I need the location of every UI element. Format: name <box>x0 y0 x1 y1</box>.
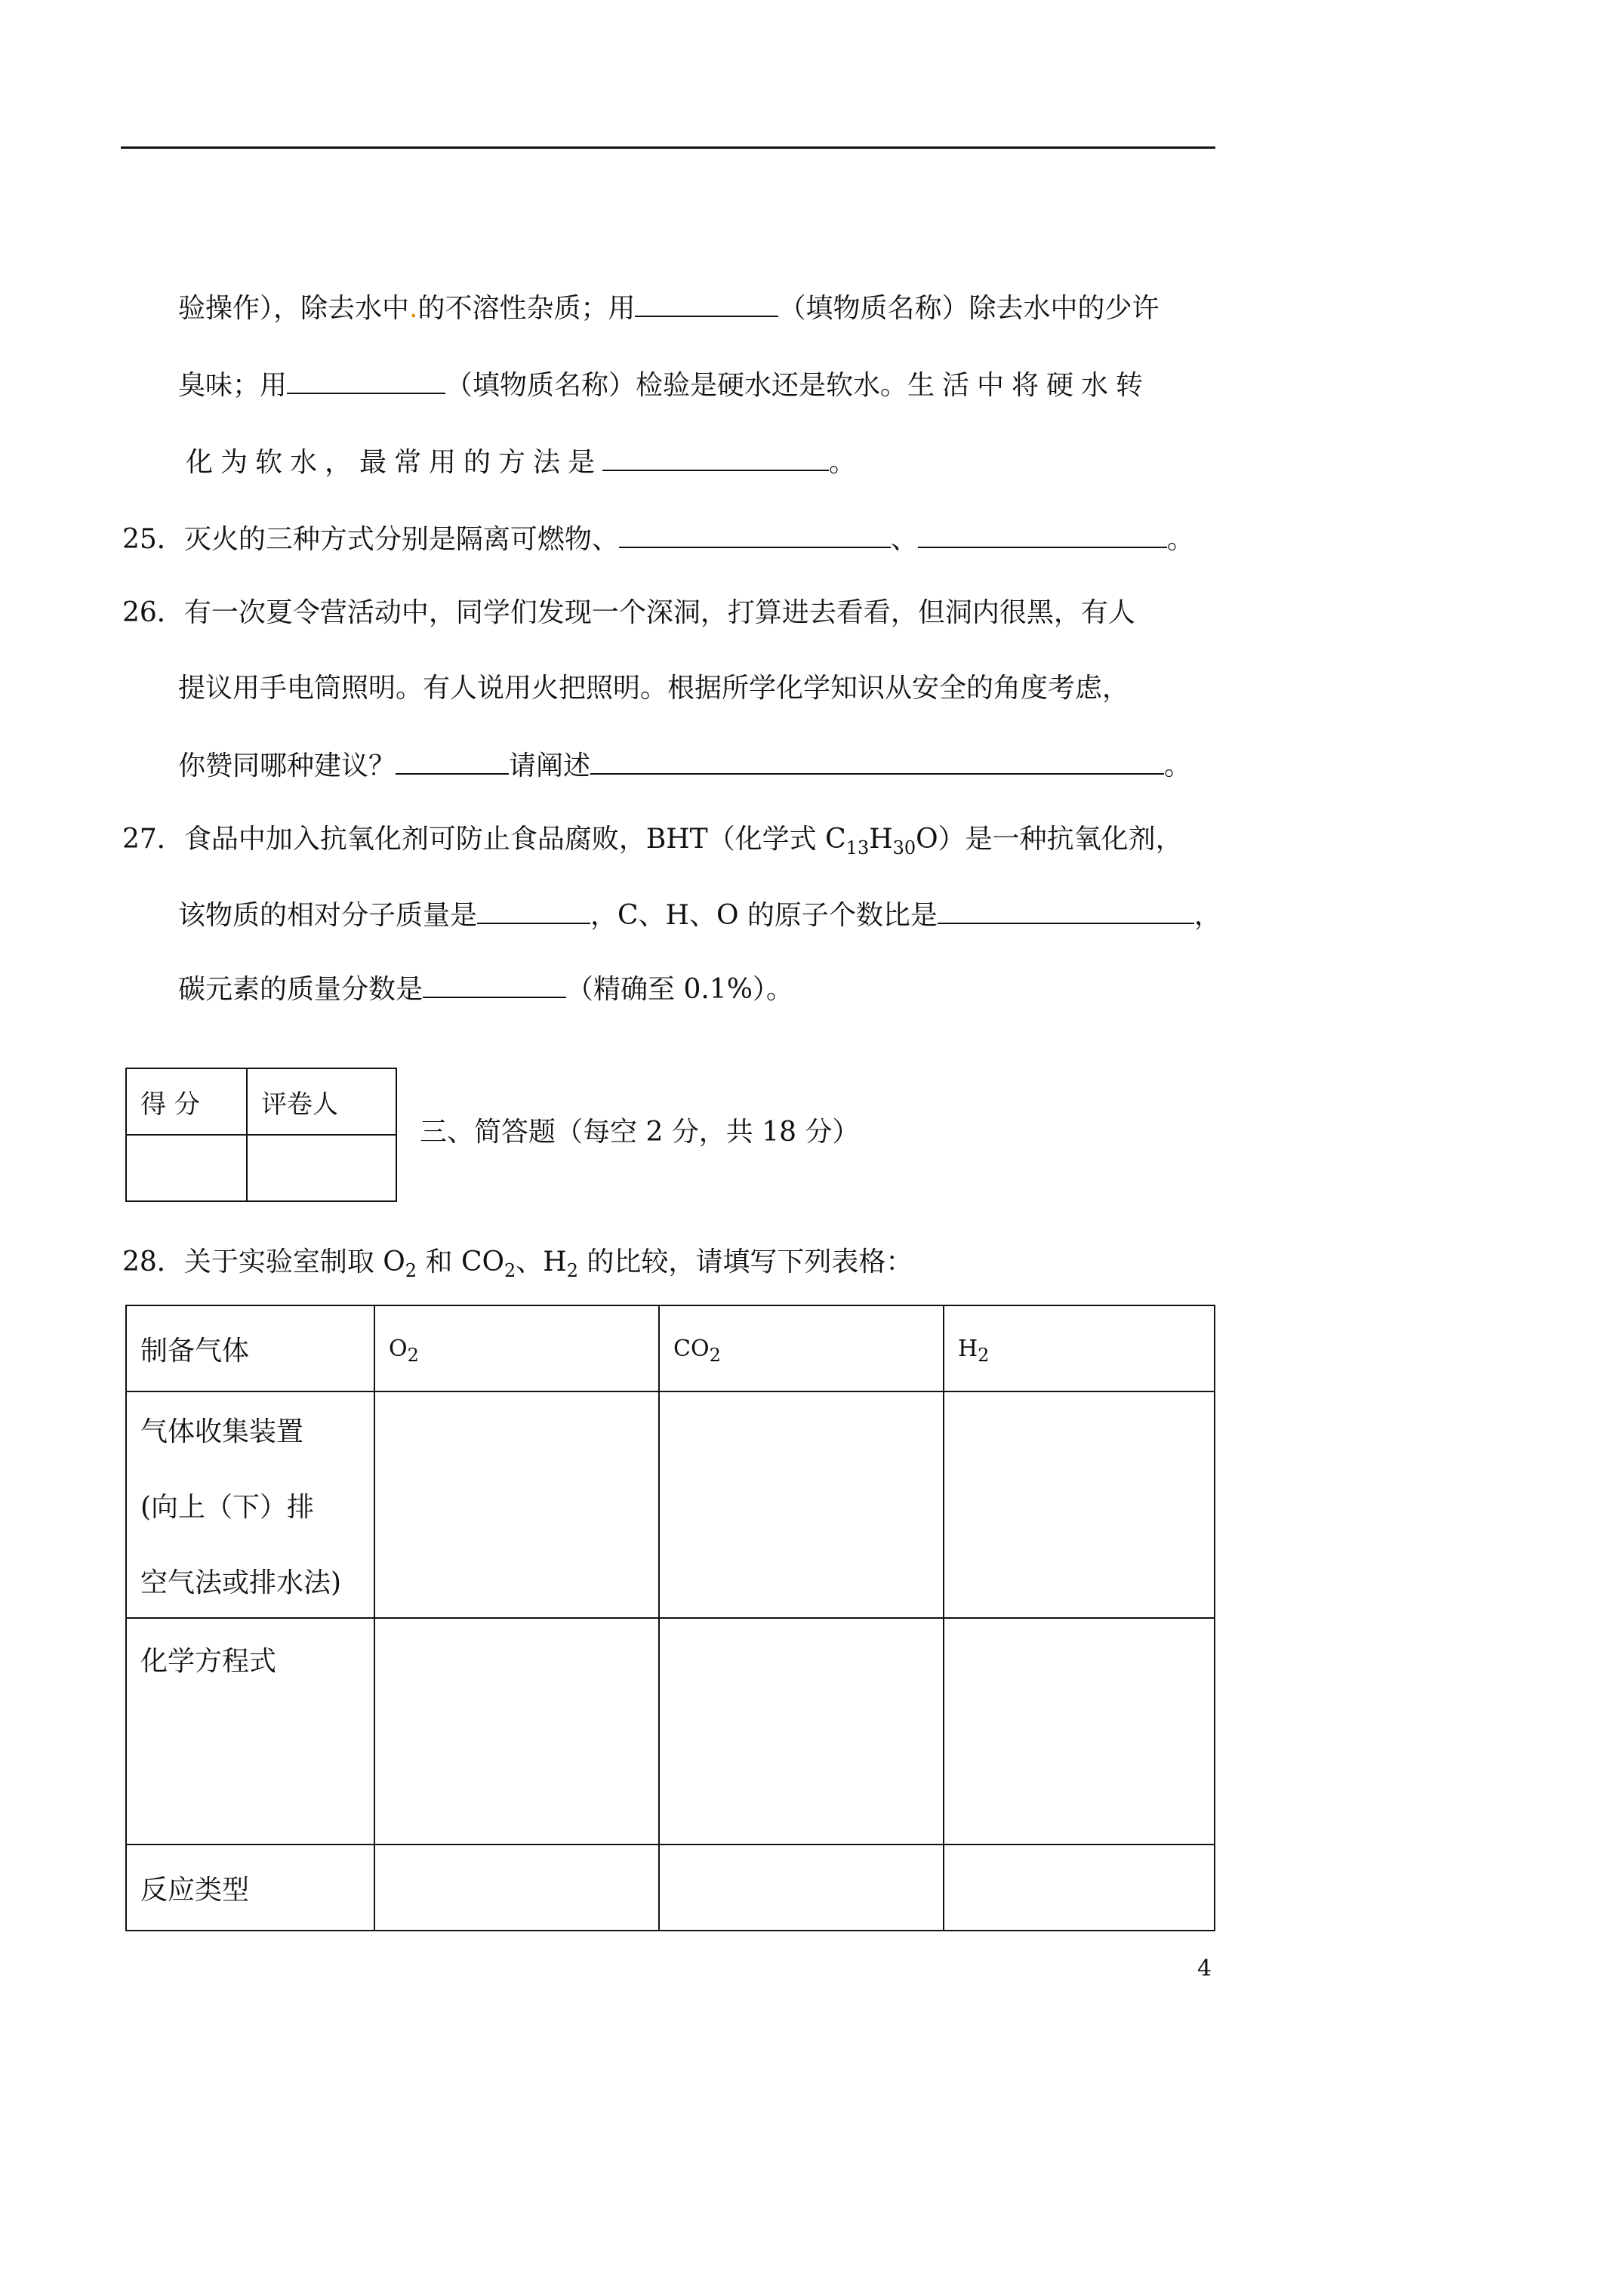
subscript: 30 <box>892 837 916 859</box>
header-h2-cell <box>944 1305 1215 1391</box>
table-row <box>126 1391 1215 1618</box>
q24-line-3 <box>186 444 856 479</box>
answer-blank[interactable] <box>938 897 1194 924</box>
table-row <box>126 1845 1215 1931</box>
q26-text: 你赞同哪种建议？ <box>178 750 396 781</box>
header-rule <box>121 146 1215 149</box>
answer-cell[interactable] <box>659 1845 944 1931</box>
question-26-line-3 <box>178 747 1191 783</box>
equation-label-cell <box>126 1618 374 1845</box>
q26-text: 有一次夏令营活动中，同学们发现一个深洞，打算进去看看，但洞内很黑，有人 <box>183 597 1135 628</box>
q28-text: 的比较，请填写下列表格： <box>577 1247 913 1277</box>
reaction-type-label-cell <box>126 1845 374 1931</box>
score-label: 得 分 <box>126 1068 247 1135</box>
subscript: 2 <box>566 1260 578 1282</box>
row-label: (向上（下）排 <box>140 1492 315 1523</box>
header-label: 制备气体 <box>140 1335 250 1367</box>
answer-cell[interactable] <box>659 1618 944 1845</box>
q27-text: 该物质的相对分子质量是 <box>178 900 478 931</box>
answer-cell[interactable] <box>944 1618 1215 1845</box>
q27-text: ， <box>1193 900 1221 931</box>
stray-dot: . <box>409 293 418 324</box>
subscript: 2 <box>978 1344 990 1366</box>
answer-cell[interactable] <box>944 1845 1215 1931</box>
section-title: 三、简答题（每空 2 分，共 18 分） <box>420 1117 860 1148</box>
page-number: 4 <box>1197 1955 1212 1982</box>
answer-cell[interactable] <box>374 1391 659 1618</box>
answer-cell[interactable] <box>374 1845 659 1931</box>
subscript: 2 <box>405 1260 417 1282</box>
subscript: 2 <box>709 1344 721 1366</box>
header-o2-cell <box>374 1305 659 1391</box>
q26-text: 请阐述 <box>509 750 591 781</box>
q24-text: （填物质名称）除去水中的少许 <box>778 293 1160 324</box>
row-label: 化学方程式 <box>140 1646 277 1677</box>
gas-comparison-table <box>125 1305 1215 1931</box>
q25-text: 。 <box>1166 524 1194 555</box>
question-25 <box>122 521 1194 556</box>
q27-text: H <box>869 824 893 855</box>
answer-blank[interactable] <box>619 521 891 548</box>
question-number: 27． <box>122 824 184 855</box>
q24-text: （填物质名称）检验是硬水还是软水。 <box>445 370 908 401</box>
answer-blank[interactable] <box>423 971 566 998</box>
q27-text: O）是一种抗氧化剂， <box>916 824 1183 855</box>
question-27-line-3 <box>178 971 793 1006</box>
question-number: 26． <box>122 597 184 628</box>
question-27-line-1 <box>122 823 1183 859</box>
q28-text: 和 CO <box>417 1247 505 1277</box>
q24-text: 的不溶性杂质；用 <box>417 293 636 324</box>
q27-text: 碳元素的质量分数是 <box>178 974 423 1005</box>
answer-blank[interactable] <box>396 747 509 775</box>
subscript: 2 <box>407 1344 419 1366</box>
q24-line-1 <box>178 290 1160 325</box>
subscript: 2 <box>504 1260 516 1282</box>
score-cell[interactable] <box>126 1135 247 1201</box>
score-box <box>125 1068 397 1202</box>
o2-label: O <box>389 1335 408 1362</box>
question-number: 25． <box>122 524 184 555</box>
q27-text: （精确至 0.1%）。 <box>566 974 793 1005</box>
q28-text: 、H <box>516 1247 567 1277</box>
table-row <box>126 1618 1215 1845</box>
answer-cell[interactable] <box>374 1618 659 1845</box>
row-label: 气体收集装置 <box>140 1416 304 1447</box>
table-header-row <box>126 1305 1215 1391</box>
row-label: 反应类型 <box>140 1874 250 1906</box>
answer-blank[interactable] <box>918 521 1167 548</box>
q26-text: 。 <box>1164 750 1192 781</box>
header-co2-cell <box>659 1305 944 1391</box>
answer-blank[interactable] <box>477 897 590 924</box>
q24-line-2 <box>178 367 1150 402</box>
answer-blank[interactable] <box>287 367 445 394</box>
question-27-line-2 <box>178 897 1221 932</box>
subscript: 13 <box>845 837 870 859</box>
row-label: 空气法或排水法) <box>140 1567 342 1598</box>
question-number: 28． <box>122 1247 184 1277</box>
answer-blank[interactable] <box>635 290 778 317</box>
q27-text: ，C、H、O 的原子个数比是 <box>590 900 938 931</box>
q24-text: 臭味；用 <box>178 370 288 401</box>
question-26-line-1 <box>122 596 1135 630</box>
co2-label: CO <box>673 1335 710 1362</box>
q25-text: 、 <box>890 524 918 555</box>
q24-text: 化为软水，最常用的方法是 <box>186 447 603 478</box>
collection-method-label-cell <box>126 1391 374 1618</box>
q24-text: 生活中将硬水转 <box>907 370 1151 401</box>
q24-text: 验操作），除去水中 <box>178 293 410 324</box>
q24-text: 。 <box>829 447 857 478</box>
grader-label: 评卷人 <box>247 1068 396 1135</box>
answer-cell[interactable] <box>944 1391 1215 1618</box>
q25-text: 灭火的三种方式分别是隔离可燃物、 <box>183 524 619 555</box>
answer-blank[interactable] <box>602 444 829 471</box>
answer-blank[interactable] <box>590 747 1164 775</box>
q27-text: 食品中加入抗氧化剂可防止食品腐败，BHT（化学式 C <box>183 824 846 855</box>
answer-cell[interactable] <box>659 1391 944 1618</box>
h2-label: H <box>958 1335 978 1362</box>
q28-text: 关于实验室制取 O <box>183 1247 405 1277</box>
question-28 <box>122 1246 913 1282</box>
grader-cell[interactable] <box>247 1135 396 1201</box>
question-26-line-2 <box>178 672 1129 705</box>
header-label-cell <box>126 1305 374 1391</box>
q26-text: 提议用手电筒照明。有人说用火把照明。根据所学化学知识从安全的角度考虑， <box>178 673 1130 704</box>
